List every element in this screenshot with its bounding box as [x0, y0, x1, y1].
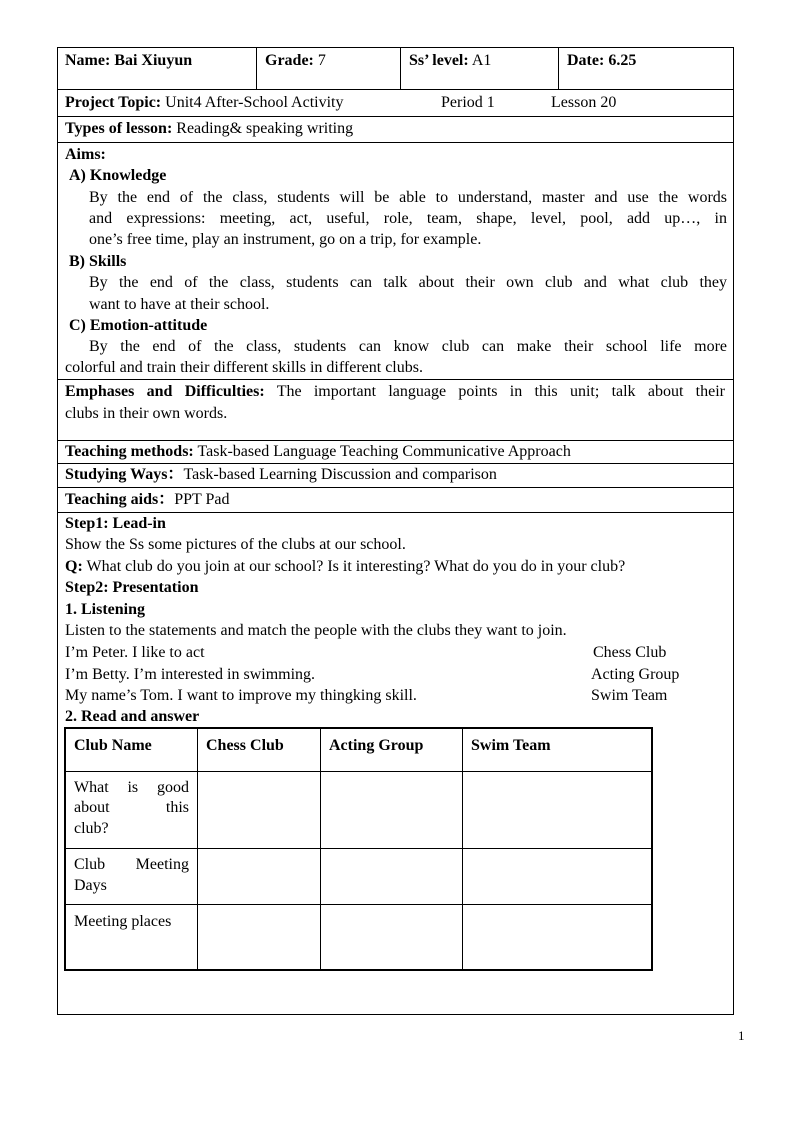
- ways-line: [65, 465, 497, 485]
- topic-label: Project Topic:: [65, 94, 162, 111]
- ways-label: Studying Ways：: [65, 466, 184, 483]
- emphases-text-1: The important language points in this unit; talk about their: [264, 383, 726, 400]
- topic-value: Unit4 After-School Activity: [165, 94, 344, 111]
- emotion-line-1: By the end of the class, students can know club can make their school life more: [89, 338, 727, 355]
- row-label-places-line-1: Meeting places: [74, 913, 172, 930]
- ways-row: [58, 464, 733, 488]
- header-acting-group: Acting Group: [321, 729, 463, 772]
- cell-good-acting[interactable]: [321, 772, 463, 849]
- methods-row: [58, 441, 733, 464]
- emotion-line-2: colorful and train their different skills in different clubs.: [65, 359, 423, 376]
- listening-text: Listen to the statements and match the people with the clubs they want to join.: [65, 622, 567, 639]
- row-label-days-line-1: Club Meeting: [74, 856, 189, 873]
- header-chess-club: Chess Club: [198, 729, 321, 772]
- question-line: [65, 557, 625, 577]
- cell-places-acting[interactable]: [321, 905, 463, 969]
- emphases-line-1: [65, 382, 725, 402]
- date-cell: [559, 48, 733, 89]
- cell-places-swim[interactable]: [463, 905, 651, 969]
- topic-line: [65, 93, 343, 113]
- name-label: Name:: [65, 52, 111, 69]
- cell-days-swim[interactable]: [463, 849, 651, 905]
- question-text: What club do you join at our school? Is it interesting? What do you do in your club?: [82, 558, 626, 575]
- skills-label: B) Skills: [69, 253, 127, 270]
- read-heading: 2. Read and answer: [65, 708, 200, 725]
- page-number: 1: [738, 1028, 745, 1043]
- row-label-good: [66, 772, 198, 849]
- statement-3: My name’s Tom. I want to improve my thingking skill.: [65, 687, 417, 704]
- question-label: Q:: [65, 558, 83, 575]
- knowledge-label: A) Knowledge: [69, 167, 167, 184]
- emphases-label: Emphases and Difficulties:: [65, 383, 265, 400]
- skills-line-2: want to have at their school.: [89, 296, 270, 313]
- club-option-2: Acting Group: [591, 666, 680, 683]
- row-label-good-line-3: club?: [74, 820, 109, 837]
- statement-1: I’m Peter. I like to act: [65, 644, 205, 661]
- ways-value: Task-based Learning Discussion and comparison: [183, 466, 497, 483]
- aids-row: [58, 488, 733, 513]
- types-row: [58, 117, 733, 143]
- level-cell: [401, 48, 559, 89]
- cell-good-chess[interactable]: [198, 772, 321, 849]
- club-table: [64, 727, 653, 971]
- header-swim-team: Swim Team: [463, 729, 651, 772]
- skills-line-1: By the end of the class, students can talk about their own club and what club they: [89, 274, 727, 291]
- step2-heading: Step2: Presentation: [65, 579, 199, 596]
- emphases-line-2: clubs in their own words.: [65, 405, 228, 422]
- methods-label: Teaching methods:: [65, 443, 194, 460]
- listening-heading: 1. Listening: [65, 601, 146, 618]
- cell-days-chess[interactable]: [198, 849, 321, 905]
- date-value: 6.25: [608, 52, 637, 69]
- types-value: Reading& speaking writing: [176, 120, 354, 137]
- row-label-good-line-1: What is good: [74, 779, 189, 796]
- types-line: [65, 119, 353, 139]
- level-value: A1: [471, 52, 492, 69]
- grade-label: Grade:: [265, 52, 314, 69]
- types-label: Types of lesson:: [65, 120, 173, 137]
- aims-row: [58, 143, 733, 380]
- knowledge-line-2: and expressions: meeting, act, useful, role, team, shape, level, pool, add up…, in: [89, 210, 727, 227]
- header-club-name: Club Name: [66, 729, 198, 772]
- row-label-good-line-2: about this: [74, 799, 189, 816]
- grade-value: 7: [317, 52, 326, 69]
- club-option-1: Chess Club: [593, 644, 667, 661]
- cell-places-chess[interactable]: [198, 905, 321, 969]
- lesson-text: Lesson 20: [551, 94, 617, 111]
- emphases-row: [58, 380, 733, 441]
- date-label: Date:: [567, 52, 605, 69]
- knowledge-line-1: By the end of the class, students will be able to understand, master and use the words: [89, 189, 727, 206]
- cell-days-acting[interactable]: [321, 849, 463, 905]
- statement-2: I’m Betty. I’m interested in swimming.: [65, 666, 316, 683]
- topic-row: [58, 90, 733, 117]
- grade-cell: [257, 48, 401, 89]
- club-option-3: Swim Team: [591, 687, 668, 704]
- step1-heading: Step1: Lead-in: [65, 515, 166, 532]
- row-label-places: [66, 905, 198, 969]
- methods-line: [65, 442, 571, 462]
- row-label-days: [66, 849, 198, 905]
- header-row: [58, 48, 733, 90]
- aims-label: Aims:: [65, 146, 106, 163]
- period-text: Period 1: [441, 94, 495, 111]
- aids-line: [65, 490, 230, 510]
- cell-good-swim[interactable]: [463, 772, 651, 849]
- emotion-label: C) Emotion-attitude: [69, 317, 208, 334]
- level-label: Ss’ level:: [409, 52, 469, 69]
- step1-text: Show the Ss some pictures of the clubs at our school.: [65, 536, 406, 553]
- name-cell: [58, 48, 257, 89]
- aids-value: PPT Pad: [174, 491, 230, 508]
- name-value: Bai Xiuyun: [114, 52, 193, 69]
- knowledge-line-3: one’s free time, play an instrument, go on a trip, for example.: [89, 231, 482, 248]
- methods-value: Task-based Language Teaching Communicative Approach: [193, 443, 571, 460]
- row-label-days-line-2: Days: [74, 877, 107, 894]
- aids-label: Teaching aids：: [65, 491, 175, 508]
